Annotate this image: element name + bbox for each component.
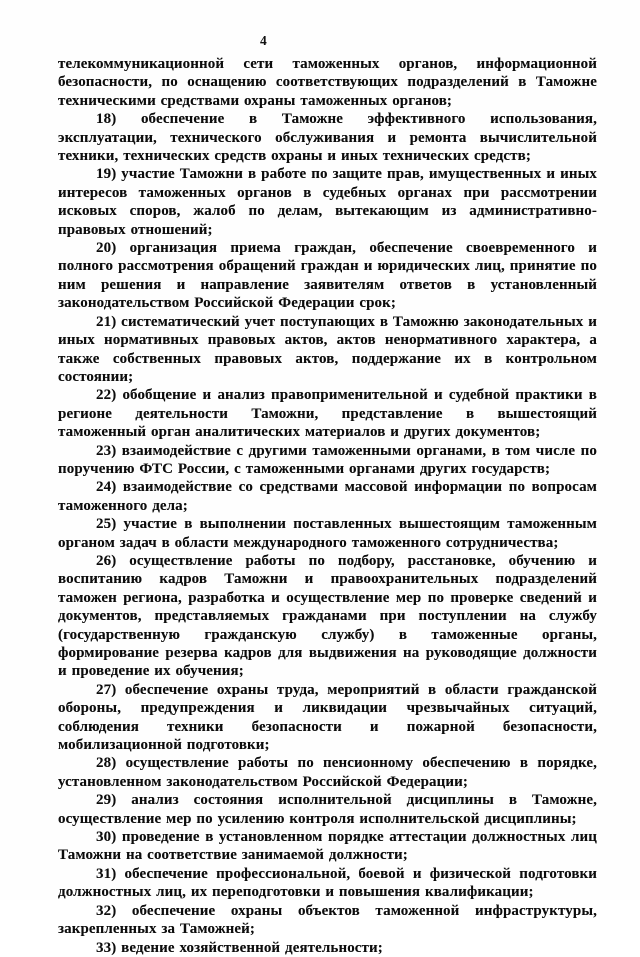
list-item-19: 19) участие Таможни в работе по защите прав, имущественных и иных интересов таможенных органов в судебных органах при рассмотрении исковых споров, жалоб по делам, вытекающим из административно-правовых отношений; [58, 166, 597, 238]
list-item-26: 26) осуществление работы по подбору, расстановке, обучению и воспитанию кадров Таможни и правоохранительных подразделений таможен региона, разработка и осуществление мер по проверке сведений и документов, представляемых гражданами при поступлении на службу (государственную гражданскую службу) в таможенные органы, формирование резерва кадров для выдвижения на руководящие должности и проведение их обучения; [58, 552, 597, 680]
list-item-22: 22) обобщение и анализ правоприменительной и судебной практики в регионе деятельности Таможни, представление в вышестоящий таможенный орган аналитических материалов и других документов; [58, 387, 597, 441]
list-item-32: 32) обеспечение охраны объектов таможенной инфраструктуры, закрепленных за Таможней; [58, 902, 597, 938]
list-item-24: 24) взаимодействие со средствами массовой информации по вопросам таможенного дела; [58, 479, 597, 514]
page-number: 4 [260, 33, 267, 48]
list-item-18: 18) обеспечение в Таможне эффективного использования, эксплуатации, технического обслуживания и ремонта вычислительной техники, технических средств охраны и иных технических средств; [58, 111, 597, 165]
list-item-23: 23) взаимодействие с другими таможенными органами, в том числе по поручению ФТС России, с таможенными органами других государств; [58, 442, 597, 477]
list-item-27: 27) обеспечение охраны труда, мероприятий в области гражданской обороны, предупреждения и ликвидации чрезвычайных ситуаций, соблюдения техники безопасности и пожарной безопасности, мобилизационной подготовки; [58, 681, 597, 754]
list-item-29: 29) анализ состояния исполнительной дисциплины в Таможне, осуществление мер по усилению контроля исполнительской дисциплины; [58, 792, 597, 827]
list-item-31: 31) обеспечение профессиональной, боевой и физической подготовки должностных лиц, их переподготовки и повышения квалификации; [58, 865, 597, 901]
list-item-21: 21) систематический учет поступающих в Таможню законодательных и иных нормативных правовых актов, актов ненормативного характера, а также собственных правовых актов, поддержание их в контрольном состоянии; [58, 313, 597, 385]
list-item-30: 30) проведение в установленном порядке аттестации должностных лиц Таможни на соответствие занимаемой должности; [58, 829, 597, 864]
list-item-28: 28) осуществление работы по пенсионному обеспечению в порядке, установленном законодательством Российской Федерации; [58, 755, 597, 790]
list-item-20: 20) организация приема граждан, обеспечение своевременного и полного рассмотрения обращений граждан и юридических лиц, принятие по ним решения и направление заявителям ответов в установленный законодательством Российской Федерации срок; [58, 240, 597, 312]
list-item-33: 33) ведение хозяйственной деятельности; [96, 939, 383, 956]
document-body [58, 55, 597, 957]
paragraph-continuation: телекоммуникационной сети таможенных органов, информационной безопасности, по оснащению соответствующих подразделений в Таможне техническими средствами охраны таможенных органов; [58, 56, 597, 109]
list-item-25: 25) участие в выполнении поставленных вышестоящим таможенным органом задач в области международного таможенного сотрудничества; [58, 516, 597, 551]
